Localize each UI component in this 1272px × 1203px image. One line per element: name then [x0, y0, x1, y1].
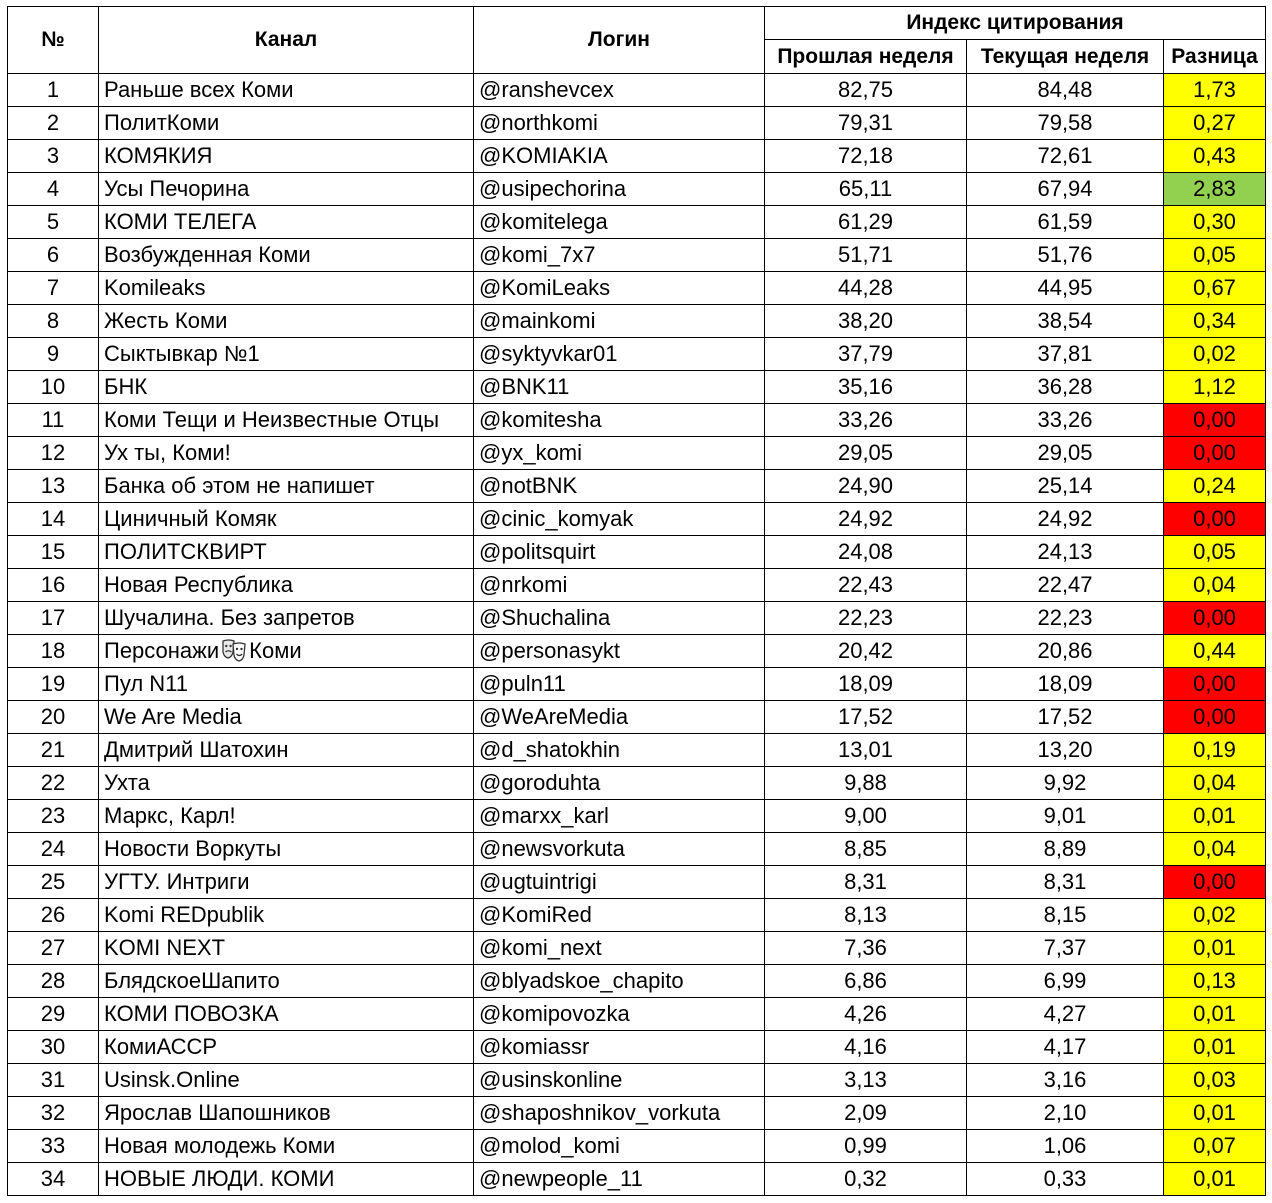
prev-week-cell: 2,09	[765, 1097, 967, 1130]
login-cell: @politsquirt	[474, 536, 765, 569]
row-number-cell: 14	[8, 503, 99, 536]
diff-cell: 0,03	[1164, 1064, 1266, 1097]
row-number-cell: 1	[8, 74, 99, 107]
diff-cell: 0,07	[1164, 1130, 1266, 1163]
row-number-cell: 28	[8, 965, 99, 998]
diff-cell: 0,13	[1164, 965, 1266, 998]
diff-cell: 0,01	[1164, 800, 1266, 833]
cur-week-cell: 33,26	[967, 404, 1164, 437]
citation-index-table	[7, 6, 1266, 1196]
table-row	[8, 866, 1266, 899]
prev-week-cell: 61,29	[765, 206, 967, 239]
cur-week-cell: 3,16	[967, 1064, 1164, 1097]
prev-week-cell: 8,13	[765, 899, 967, 932]
channel-cell	[99, 338, 474, 371]
channel-cell	[99, 734, 474, 767]
row-number-cell: 6	[8, 239, 99, 272]
login-cell: @newsvorkuta	[474, 833, 765, 866]
table-row	[8, 800, 1266, 833]
channel-cell	[99, 1031, 474, 1064]
row-number-cell: 31	[8, 1064, 99, 1097]
row-number-cell: 3	[8, 140, 99, 173]
cur-week-cell: 36,28	[967, 371, 1164, 404]
prev-week-cell: 4,26	[765, 998, 967, 1031]
channel-name: ПолитКоми	[104, 110, 220, 135]
header-channel: Канал	[99, 7, 474, 74]
diff-cell: 0,27	[1164, 107, 1266, 140]
table-row	[8, 305, 1266, 338]
login-cell: @marxx_karl	[474, 800, 765, 833]
channel-name: БНК	[104, 374, 148, 399]
cur-week-cell: 7,37	[967, 932, 1164, 965]
cur-week-cell: 6,99	[967, 965, 1164, 998]
login-cell: @WeAreMedia	[474, 701, 765, 734]
channel-cell	[99, 965, 474, 998]
login-cell: @BNK11	[474, 371, 765, 404]
prev-week-cell: 79,31	[765, 107, 967, 140]
row-number-cell: 30	[8, 1031, 99, 1064]
row-number-cell: 15	[8, 536, 99, 569]
table-row	[8, 932, 1266, 965]
login-cell: @KomiLeaks	[474, 272, 765, 305]
login-cell: @personasykt	[474, 635, 765, 668]
diff-cell: 0,02	[1164, 899, 1266, 932]
channel-cell	[99, 206, 474, 239]
header-login: Логин	[474, 7, 765, 74]
prev-week-cell: 38,20	[765, 305, 967, 338]
channel-cell	[99, 602, 474, 635]
login-cell: @komiassr	[474, 1031, 765, 1064]
header-diff: Разница	[1164, 40, 1266, 74]
diff-cell: 0,34	[1164, 305, 1266, 338]
login-cell: @komipovozka	[474, 998, 765, 1031]
channel-name: Новости Воркуты	[104, 836, 282, 861]
channel-cell	[99, 1064, 474, 1097]
table-row	[8, 74, 1266, 107]
prev-week-cell: 7,36	[765, 932, 967, 965]
channel-name: НОВЫЕ ЛЮДИ. КОМИ	[104, 1166, 335, 1191]
login-cell: @usinskonline	[474, 1064, 765, 1097]
channel-name: Usinsk.Online	[104, 1067, 240, 1092]
channel-name: Персонажи	[104, 638, 220, 663]
login-cell: @komitelega	[474, 206, 765, 239]
table-row	[8, 668, 1266, 701]
prev-week-cell: 24,08	[765, 536, 967, 569]
table-row	[8, 602, 1266, 635]
channel-name: КОМИ ПОВОЗКА	[104, 1001, 279, 1026]
row-number-cell: 16	[8, 569, 99, 602]
row-number-cell: 34	[8, 1163, 99, 1196]
prev-week-cell: 24,92	[765, 503, 967, 536]
channel-cell	[99, 767, 474, 800]
channel-cell	[99, 866, 474, 899]
channel-name: Komileaks	[104, 275, 206, 300]
cur-week-cell: 18,09	[967, 668, 1164, 701]
channel-name: Сыктывкар №1	[104, 341, 260, 366]
channel-name: Усы Печорина	[104, 176, 250, 201]
row-number-cell: 24	[8, 833, 99, 866]
cur-week-cell: 79,58	[967, 107, 1164, 140]
prev-week-cell: 0,99	[765, 1130, 967, 1163]
row-number-cell: 29	[8, 998, 99, 1031]
channel-cell	[99, 272, 474, 305]
channel-cell	[99, 800, 474, 833]
table-row	[8, 569, 1266, 602]
channel-name: Пул N11	[104, 671, 189, 696]
table-row	[8, 272, 1266, 305]
channel-cell	[99, 173, 474, 206]
channel-cell	[99, 569, 474, 602]
row-number-cell: 25	[8, 866, 99, 899]
prev-week-cell: 22,43	[765, 569, 967, 602]
diff-cell: 0,02	[1164, 338, 1266, 371]
cur-week-cell: 8,31	[967, 866, 1164, 899]
row-number-cell: 9	[8, 338, 99, 371]
header-cur-week: Текущая неделя	[967, 40, 1164, 74]
cur-week-cell: 8,89	[967, 833, 1164, 866]
prev-week-cell: 20,42	[765, 635, 967, 668]
channel-name: Коми Тещи и Неизвестные Отцы	[104, 407, 440, 432]
cur-week-cell: 24,13	[967, 536, 1164, 569]
cur-week-cell: 67,94	[967, 173, 1164, 206]
cur-week-cell: 22,47	[967, 569, 1164, 602]
cur-week-cell: 17,52	[967, 701, 1164, 734]
cur-week-cell: 72,61	[967, 140, 1164, 173]
table-header	[8, 7, 1266, 74]
channel-name: Ухта	[104, 770, 150, 795]
channel-cell	[99, 1130, 474, 1163]
row-number-cell: 20	[8, 701, 99, 734]
cur-week-cell: 37,81	[967, 338, 1164, 371]
channel-cell	[99, 107, 474, 140]
diff-cell: 0,01	[1164, 932, 1266, 965]
diff-cell: 2,83	[1164, 173, 1266, 206]
login-cell: @mainkomi	[474, 305, 765, 338]
login-cell: @goroduhta	[474, 767, 765, 800]
cur-week-cell: 4,17	[967, 1031, 1164, 1064]
row-number-cell: 19	[8, 668, 99, 701]
login-cell: @northkomi	[474, 107, 765, 140]
channel-cell	[99, 998, 474, 1031]
cur-week-cell: 22,23	[967, 602, 1164, 635]
prev-week-cell: 22,23	[765, 602, 967, 635]
diff-cell: 0,01	[1164, 1097, 1266, 1130]
channel-cell	[99, 1163, 474, 1196]
diff-cell: 1,12	[1164, 371, 1266, 404]
channel-cell	[99, 239, 474, 272]
login-cell: @ugtuintrigi	[474, 866, 765, 899]
diff-cell: 0,00	[1164, 404, 1266, 437]
channel-name: БлядскоеШапито	[104, 968, 280, 993]
prev-week-cell: 51,71	[765, 239, 967, 272]
row-number-cell: 7	[8, 272, 99, 305]
diff-cell: 1,73	[1164, 74, 1266, 107]
table-row	[8, 371, 1266, 404]
diff-cell: 0,04	[1164, 569, 1266, 602]
diff-cell: 0,01	[1164, 1031, 1266, 1064]
prev-week-cell: 33,26	[765, 404, 967, 437]
login-cell: @molod_komi	[474, 1130, 765, 1163]
prev-week-cell: 3,13	[765, 1064, 967, 1097]
diff-cell: 0,44	[1164, 635, 1266, 668]
diff-cell: 0,00	[1164, 437, 1266, 470]
table-body	[8, 74, 1266, 1196]
channel-cell	[99, 404, 474, 437]
table-row	[8, 173, 1266, 206]
diff-cell: 0,00	[1164, 866, 1266, 899]
row-number-cell: 33	[8, 1130, 99, 1163]
cur-week-cell: 44,95	[967, 272, 1164, 305]
channel-name: Циничный Комяк	[104, 506, 277, 531]
table-row	[8, 1031, 1266, 1064]
cur-week-cell: 38,54	[967, 305, 1164, 338]
channel-name: КОМИ ТЕЛЕГА	[104, 209, 257, 234]
channel-cell	[99, 701, 474, 734]
login-cell: @komi_7x7	[474, 239, 765, 272]
channel-name: Банка об этом не напишет	[104, 473, 375, 498]
row-number-cell: 32	[8, 1097, 99, 1130]
table-row	[8, 1130, 1266, 1163]
row-number-cell: 26	[8, 899, 99, 932]
diff-cell: 0,04	[1164, 767, 1266, 800]
row-number-cell: 23	[8, 800, 99, 833]
cur-week-cell: 2,10	[967, 1097, 1164, 1130]
channel-cell	[99, 503, 474, 536]
channel-cell	[99, 140, 474, 173]
table-row	[8, 470, 1266, 503]
header-index-group: Индекс цитирования	[765, 7, 1266, 40]
prev-week-cell: 8,31	[765, 866, 967, 899]
table-row	[8, 239, 1266, 272]
prev-week-cell: 44,28	[765, 272, 967, 305]
row-number-cell: 22	[8, 767, 99, 800]
channel-cell	[99, 668, 474, 701]
diff-cell: 0,43	[1164, 140, 1266, 173]
login-cell: @notBNK	[474, 470, 765, 503]
table-row	[8, 998, 1266, 1031]
channel-cell	[99, 371, 474, 404]
login-cell: @usipechorina	[474, 173, 765, 206]
prev-week-cell: 13,01	[765, 734, 967, 767]
prev-week-cell: 37,79	[765, 338, 967, 371]
row-number-cell: 17	[8, 602, 99, 635]
cur-week-cell: 61,59	[967, 206, 1164, 239]
prev-week-cell: 65,11	[765, 173, 967, 206]
diff-cell: 0,19	[1164, 734, 1266, 767]
header-prev-week: Прошлая неделя	[765, 40, 967, 74]
prev-week-cell: 24,90	[765, 470, 967, 503]
row-number-cell: 8	[8, 305, 99, 338]
cur-week-cell: 1,06	[967, 1130, 1164, 1163]
table-row	[8, 338, 1266, 371]
table-row	[8, 404, 1266, 437]
channel-name: KOMI NEXT	[104, 935, 226, 960]
theater-masks-icon	[221, 637, 247, 663]
channel-name: Дмитрий Шатохин	[104, 737, 289, 762]
channel-name: КОМЯКИЯ	[104, 143, 213, 168]
channel-name: Новая Республика	[104, 572, 294, 597]
cur-week-cell: 8,15	[967, 899, 1164, 932]
channel-cell	[99, 833, 474, 866]
cur-week-cell: 51,76	[967, 239, 1164, 272]
row-number-cell: 12	[8, 437, 99, 470]
diff-cell: 0,01	[1164, 1163, 1266, 1196]
prev-week-cell: 17,52	[765, 701, 967, 734]
diff-cell: 0,04	[1164, 833, 1266, 866]
login-cell: @KOMIAKIA	[474, 140, 765, 173]
row-number-cell: 2	[8, 107, 99, 140]
cur-week-cell: 9,01	[967, 800, 1164, 833]
prev-week-cell: 4,16	[765, 1031, 967, 1064]
cur-week-cell: 20,86	[967, 635, 1164, 668]
table-row	[8, 635, 1266, 668]
row-number-cell: 13	[8, 470, 99, 503]
table-row	[8, 140, 1266, 173]
row-number-cell: 5	[8, 206, 99, 239]
diff-cell: 0,24	[1164, 470, 1266, 503]
table-row	[8, 536, 1266, 569]
channel-cell	[99, 932, 474, 965]
row-number-cell: 4	[8, 173, 99, 206]
channel-cell	[99, 74, 474, 107]
login-cell: @d_shatokhin	[474, 734, 765, 767]
login-cell: @puln11	[474, 668, 765, 701]
diff-cell: 0,67	[1164, 272, 1266, 305]
table-row	[8, 206, 1266, 239]
diff-cell: 0,30	[1164, 206, 1266, 239]
row-number-cell: 21	[8, 734, 99, 767]
channel-name-suffix: Коми	[249, 638, 302, 663]
channel-cell	[99, 470, 474, 503]
table-row	[8, 1097, 1266, 1130]
table-row	[8, 1163, 1266, 1196]
prev-week-cell: 29,05	[765, 437, 967, 470]
diff-cell: 0,00	[1164, 668, 1266, 701]
channel-name: Ух ты, Коми!	[104, 440, 231, 465]
table-row	[8, 734, 1266, 767]
login-cell: @shaposhnikov_vorkuta	[474, 1097, 765, 1130]
prev-week-cell: 72,18	[765, 140, 967, 173]
login-cell: @newpeople_11	[474, 1163, 765, 1196]
cur-week-cell: 84,48	[967, 74, 1164, 107]
channel-name: Шучалина. Без запретов	[104, 605, 355, 630]
prev-week-cell: 9,00	[765, 800, 967, 833]
table-row	[8, 1064, 1266, 1097]
table-row	[8, 899, 1266, 932]
table-row	[8, 437, 1266, 470]
channel-cell	[99, 1097, 474, 1130]
prev-week-cell: 35,16	[765, 371, 967, 404]
login-cell: @KomiRed	[474, 899, 765, 932]
diff-cell: 0,05	[1164, 536, 1266, 569]
channel-name: Возбужденная Коми	[104, 242, 311, 267]
diff-cell: 0,01	[1164, 998, 1266, 1031]
cur-week-cell: 4,27	[967, 998, 1164, 1031]
prev-week-cell: 6,86	[765, 965, 967, 998]
cur-week-cell: 0,33	[967, 1163, 1164, 1196]
diff-cell: 0,00	[1164, 602, 1266, 635]
channel-cell	[99, 635, 474, 668]
row-number-cell: 27	[8, 932, 99, 965]
channel-cell	[99, 899, 474, 932]
prev-week-cell: 18,09	[765, 668, 967, 701]
row-number-cell: 11	[8, 404, 99, 437]
login-cell: @blyadskoe_chapito	[474, 965, 765, 998]
header-num: №	[8, 7, 99, 74]
table-row	[8, 965, 1266, 998]
channel-name: Komi REDpublik	[104, 902, 265, 927]
channel-cell	[99, 305, 474, 338]
row-number-cell: 18	[8, 635, 99, 668]
login-cell: @nrkomi	[474, 569, 765, 602]
table-row	[8, 107, 1266, 140]
prev-week-cell: 8,85	[765, 833, 967, 866]
channel-name: Ярослав Шапошников	[104, 1100, 331, 1125]
channel-name: КомиАССР	[104, 1034, 218, 1059]
channel-name: Новая молодежь Коми	[104, 1133, 336, 1158]
cur-week-cell: 29,05	[967, 437, 1164, 470]
row-number-cell: 10	[8, 371, 99, 404]
channel-name: We Are Media	[104, 704, 242, 729]
channel-cell	[99, 437, 474, 470]
cur-week-cell: 9,92	[967, 767, 1164, 800]
channel-name: Жесть Коми	[104, 308, 228, 333]
table-row	[8, 767, 1266, 800]
table-row	[8, 701, 1266, 734]
login-cell: @Shuchalina	[474, 602, 765, 635]
login-cell: @komitesha	[474, 404, 765, 437]
prev-week-cell: 82,75	[765, 74, 967, 107]
cur-week-cell: 13,20	[967, 734, 1164, 767]
login-cell: @syktyvkar01	[474, 338, 765, 371]
prev-week-cell: 9,88	[765, 767, 967, 800]
channel-name: УГТУ. Интриги	[104, 869, 250, 894]
login-cell: @ranshevcex	[474, 74, 765, 107]
diff-cell: 0,00	[1164, 701, 1266, 734]
diff-cell: 0,05	[1164, 239, 1266, 272]
diff-cell: 0,00	[1164, 503, 1266, 536]
channel-name: ПОЛИТСКВИРТ	[104, 539, 267, 564]
table-row	[8, 833, 1266, 866]
channel-cell	[99, 536, 474, 569]
login-cell: @komi_next	[474, 932, 765, 965]
cur-week-cell: 24,92	[967, 503, 1164, 536]
table-row	[8, 503, 1266, 536]
channel-name: Раньше всех Коми	[104, 77, 294, 102]
cur-week-cell: 25,14	[967, 470, 1164, 503]
prev-week-cell: 0,32	[765, 1163, 967, 1196]
login-cell: @cinic_komyak	[474, 503, 765, 536]
login-cell: @yx_komi	[474, 437, 765, 470]
channel-name: Маркс, Карл!	[104, 803, 236, 828]
